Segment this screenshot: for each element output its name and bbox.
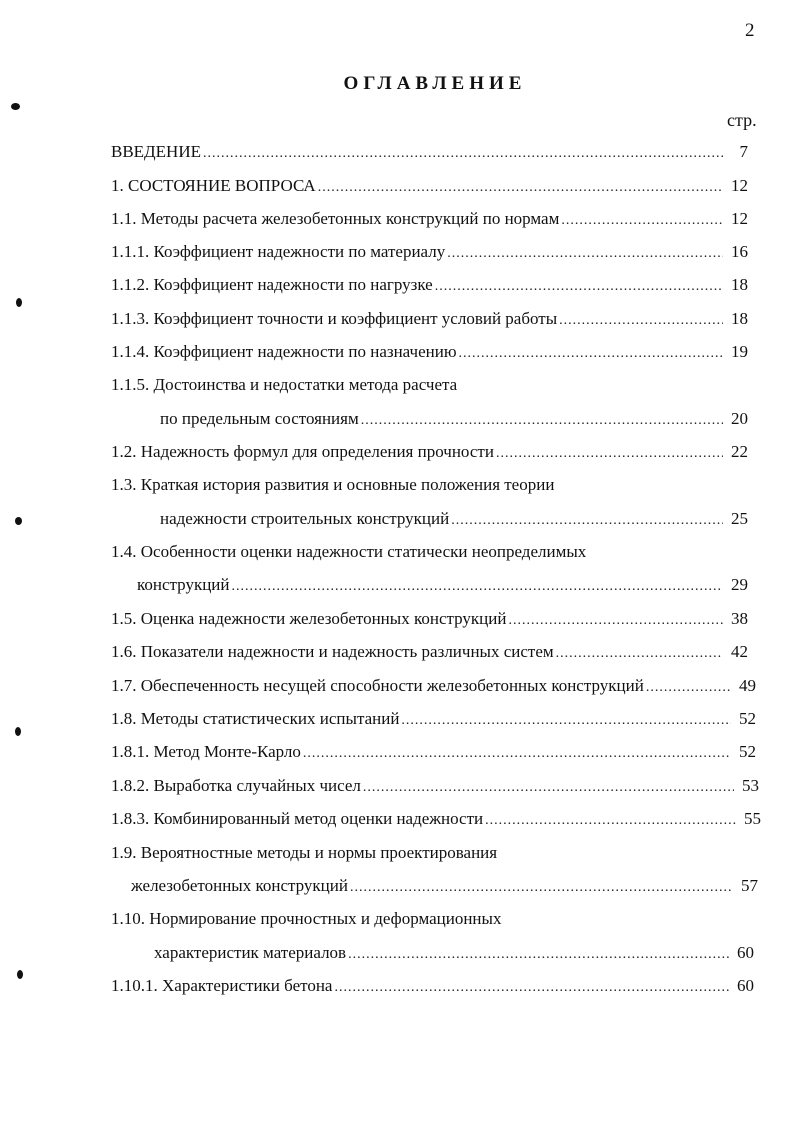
page-column-label: стр. bbox=[727, 110, 757, 130]
toc-entry-page: 42 bbox=[731, 642, 748, 661]
toc-leader-dots bbox=[556, 643, 723, 665]
toc-entry-page: 60 bbox=[737, 943, 754, 962]
toc-entry-page: 53 bbox=[742, 776, 759, 795]
toc-leader-dots bbox=[232, 576, 723, 598]
toc-entry-page: 38 bbox=[731, 609, 748, 628]
toc-entry-page: 19 bbox=[731, 342, 748, 361]
toc-entry-1-1-1 bbox=[111, 241, 748, 265]
toc-entry-text: 1.4. Особенности оценки надежности статически неопределимых bbox=[111, 542, 587, 561]
toc-entry-1-9-line1 bbox=[111, 842, 748, 864]
toc-entry-1-1-2 bbox=[111, 274, 748, 298]
toc-entry-page: 18 bbox=[731, 309, 748, 328]
toc-leader-dots bbox=[318, 177, 723, 199]
toc-leader-dots bbox=[350, 877, 733, 899]
toc-entry-page: 22 bbox=[731, 442, 748, 461]
toc-entry-text-continued: по предельным состояниям bbox=[160, 409, 359, 428]
toc-entry-page: 25 bbox=[731, 509, 748, 528]
toc-leader-dots bbox=[447, 243, 723, 265]
toc-leader-dots bbox=[361, 410, 723, 432]
toc-leader-dots bbox=[435, 276, 723, 298]
toc-entry-text: 1.5. Оценка надежности железобетонных конструкций bbox=[111, 609, 507, 628]
toc-entry-1-3-line2 bbox=[160, 508, 748, 532]
scan-speck bbox=[15, 517, 22, 525]
toc-leader-dots bbox=[203, 143, 723, 165]
toc-entry-text: 1.1.5. Достоинства и недостатки метода расчета bbox=[111, 375, 458, 394]
toc-entry-1-1-5-line1 bbox=[111, 374, 748, 396]
toc-entry-1-8 bbox=[111, 708, 756, 732]
toc-entry-text: 1.8. Методы статистических испытаний bbox=[111, 709, 400, 728]
toc-leader-dots bbox=[561, 210, 723, 232]
toc-title: ОГЛАВЛЕНИЕ bbox=[343, 73, 527, 94]
toc-leader-dots bbox=[363, 777, 734, 799]
toc-entry-1-8-2 bbox=[111, 775, 759, 799]
toc-leader-dots bbox=[451, 510, 723, 532]
toc-entry-1-9-line2 bbox=[131, 875, 758, 899]
toc-entry-page: 12 bbox=[731, 209, 748, 228]
toc-entry-1-1 bbox=[111, 208, 748, 232]
scan-speck bbox=[17, 970, 23, 979]
toc-entry-text: 1.7. Обеспеченность несущей способности железобетонных конструкций bbox=[111, 676, 644, 695]
toc-entry-text: ВВЕДЕНИЕ bbox=[111, 142, 201, 161]
toc-entry-text: 1.2. Надежность формул для определения прочности bbox=[111, 442, 494, 461]
toc-leader-dots bbox=[485, 810, 736, 832]
toc-entry-page: 60 bbox=[737, 976, 754, 995]
toc-entry-page: 52 bbox=[739, 709, 756, 728]
toc-entry-1-4-line1 bbox=[111, 541, 748, 563]
toc-entry-introduction bbox=[111, 141, 748, 165]
toc-entry-page: 29 bbox=[731, 575, 748, 594]
page-number: 2 bbox=[745, 20, 755, 41]
toc-entry-1-1-3 bbox=[111, 308, 748, 332]
toc-entry-text: 1.10. Нормирование прочностных и деформационных bbox=[111, 909, 502, 928]
toc-leader-dots bbox=[348, 944, 729, 966]
toc-entry-text: 1.8.2. Выработка случайных чисел bbox=[111, 776, 361, 795]
toc-entry-text: 1.3. Краткая история развития и основные положения теории bbox=[111, 475, 555, 494]
toc-entry-page: 57 bbox=[741, 876, 758, 895]
toc-entry-text: 1.9. Вероятностные методы и нормы проектирования bbox=[111, 843, 498, 862]
toc-leader-dots bbox=[646, 677, 731, 699]
toc-entry-text: 1.8.3. Комбинированный метод оценки надежности bbox=[111, 809, 484, 828]
toc-entry-1-10-line1 bbox=[111, 908, 748, 930]
toc-entry-1-7 bbox=[111, 675, 756, 699]
toc-entry-page: 18 bbox=[731, 275, 748, 294]
toc-leader-dots bbox=[334, 977, 729, 999]
toc-entry-text: 1.10.1. Характеристики бетона bbox=[111, 976, 333, 995]
toc-entry-page: 16 bbox=[731, 242, 748, 261]
toc-entry-text: 1.1. Методы расчета железобетонных конструкций по нормам bbox=[111, 209, 560, 228]
scan-speck bbox=[11, 103, 20, 110]
scan-speck bbox=[16, 298, 22, 307]
toc-entry-text-continued: железобетонных конструкций bbox=[131, 876, 348, 895]
toc-entry-page: 20 bbox=[731, 409, 748, 428]
toc-entry-text: 1.1.3. Коэффициент точности и коэффициент условий работы bbox=[111, 309, 558, 328]
toc-entry-text: 1. СОСТОЯНИЕ ВОПРОСА bbox=[111, 176, 316, 195]
toc-entry-1 bbox=[111, 175, 748, 199]
toc-entry-text: 1.6. Показатели надежности и надежность различных систем bbox=[111, 642, 554, 661]
toc-entry-1-10-line2 bbox=[154, 942, 754, 966]
toc-entry-page: 12 bbox=[731, 176, 748, 195]
toc-entry-1-8-1 bbox=[111, 741, 756, 765]
toc-entry-text: 1.8.1. Метод Монте-Карло bbox=[111, 742, 301, 761]
toc-entry-1-1-5-line2 bbox=[160, 408, 748, 432]
toc-entry-1-5 bbox=[111, 608, 748, 632]
toc-entry-page: 55 bbox=[744, 809, 761, 828]
toc-leader-dots bbox=[559, 310, 723, 332]
toc-entry-text: 1.1.2. Коэффициент надежности по нагрузке bbox=[111, 275, 433, 294]
toc-leader-dots bbox=[496, 443, 723, 465]
toc-leader-dots bbox=[459, 343, 723, 365]
toc-leader-dots bbox=[303, 743, 731, 765]
toc-leader-dots bbox=[401, 710, 731, 732]
toc-entry-1-1-4 bbox=[111, 341, 748, 365]
toc-entry-page: 49 bbox=[739, 676, 756, 695]
toc-leader-dots bbox=[508, 610, 723, 632]
toc-entry-1-10-1 bbox=[111, 975, 754, 999]
scan-speck bbox=[15, 727, 21, 736]
toc-entry-text-continued: характеристик материалов bbox=[154, 943, 347, 962]
toc-entry-page: 52 bbox=[739, 742, 756, 761]
toc-entry-1-6 bbox=[111, 641, 748, 665]
toc-entry-1-2 bbox=[111, 441, 748, 465]
toc-entry-1-4-line2 bbox=[137, 574, 748, 598]
toc-entry-1-8-3 bbox=[111, 808, 761, 832]
toc-entry-text: 1.1.1. Коэффициент надежности по материалу bbox=[111, 242, 446, 261]
toc-entry-text-continued: конструкций bbox=[137, 575, 230, 594]
toc-entry-text-continued: надежности строительных конструкций bbox=[160, 509, 450, 528]
toc-entry-1-3-line1 bbox=[111, 474, 748, 496]
toc-entry-page: 7 bbox=[739, 142, 748, 161]
toc-entry-text: 1.1.4. Коэффициент надежности по назначению bbox=[111, 342, 457, 361]
